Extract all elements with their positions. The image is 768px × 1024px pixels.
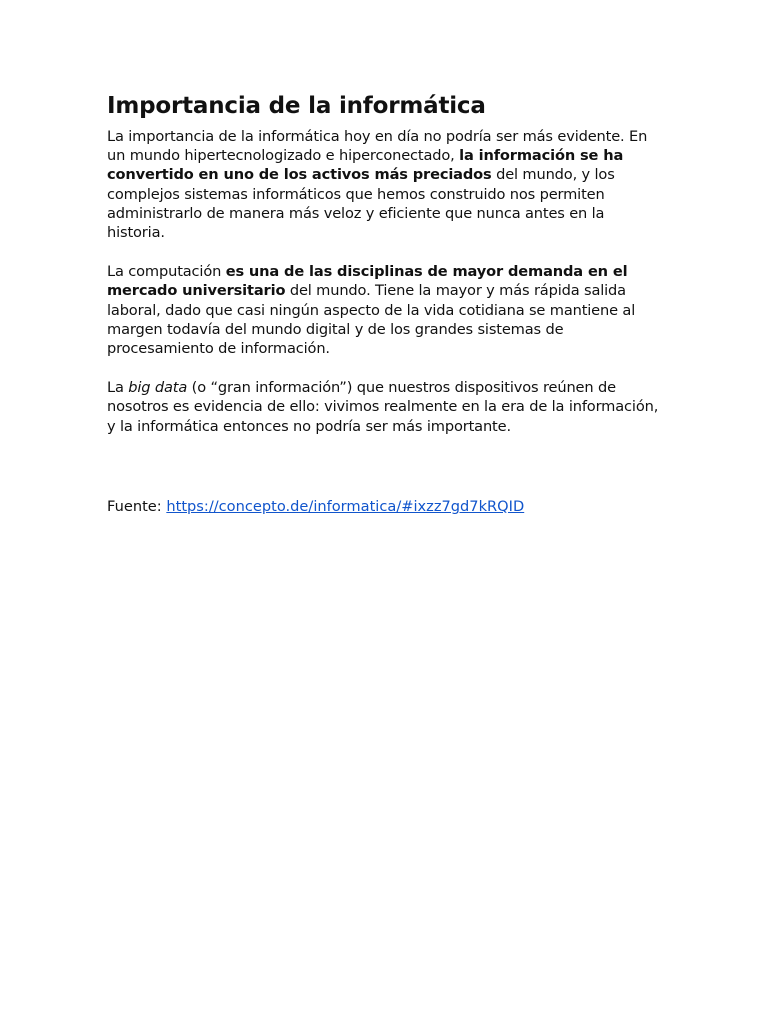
paragraph-1 — [107, 127, 662, 242]
page-title: Importancia de la informática — [107, 93, 486, 119]
source-link[interactable]: https://concepto.de/informatica/#ixzz7gd7kRQID — [166, 497, 525, 515]
paragraph-2-text-c: del mundo. Tiene la mayor y más rápida salida laboral, dado que casi ningún aspecto de la vida cotidiana se mantiene al margen todavía del mundo digital y de los grandes sistemas de procesamiento de información. — [107, 282, 636, 358]
paragraph-2 — [107, 262, 662, 358]
paragraph-2-bold: es una de las disciplinas de mayor demanda en el mercado universitario — [107, 263, 628, 300]
source-line — [107, 497, 662, 516]
document-page — [107, 92, 662, 531]
paragraph-2-text-a: La computación — [107, 263, 226, 281]
paragraph-3 — [107, 378, 662, 436]
paragraph-1-text-c: del mundo, y los complejos sistemas informáticos que hemos construido nos permiten administrarlo de manera más veloz y eficiente que nunca antes en la historia. — [107, 166, 615, 242]
paragraph-1-bold: la información se ha convertido en uno de los activos más preciados — [107, 147, 624, 184]
paragraph-3-text-a: La — [107, 379, 129, 397]
paragraph-3-text-c: (o “gran información”) que nuestros dispositivos reúnen de nosotros es evidencia de ello: vivimos realmente en la era de la información, y la informática entonces no podría ser más importante. — [107, 379, 659, 435]
source-label: Fuente: — [107, 497, 167, 515]
paragraph-3-italic: big data — [128, 379, 188, 397]
paragraph-1-text-a: La importancia de la informática hoy en día no podría ser más evidente. En un mundo hipertecnologizado e hiperconectado, — [107, 128, 648, 165]
